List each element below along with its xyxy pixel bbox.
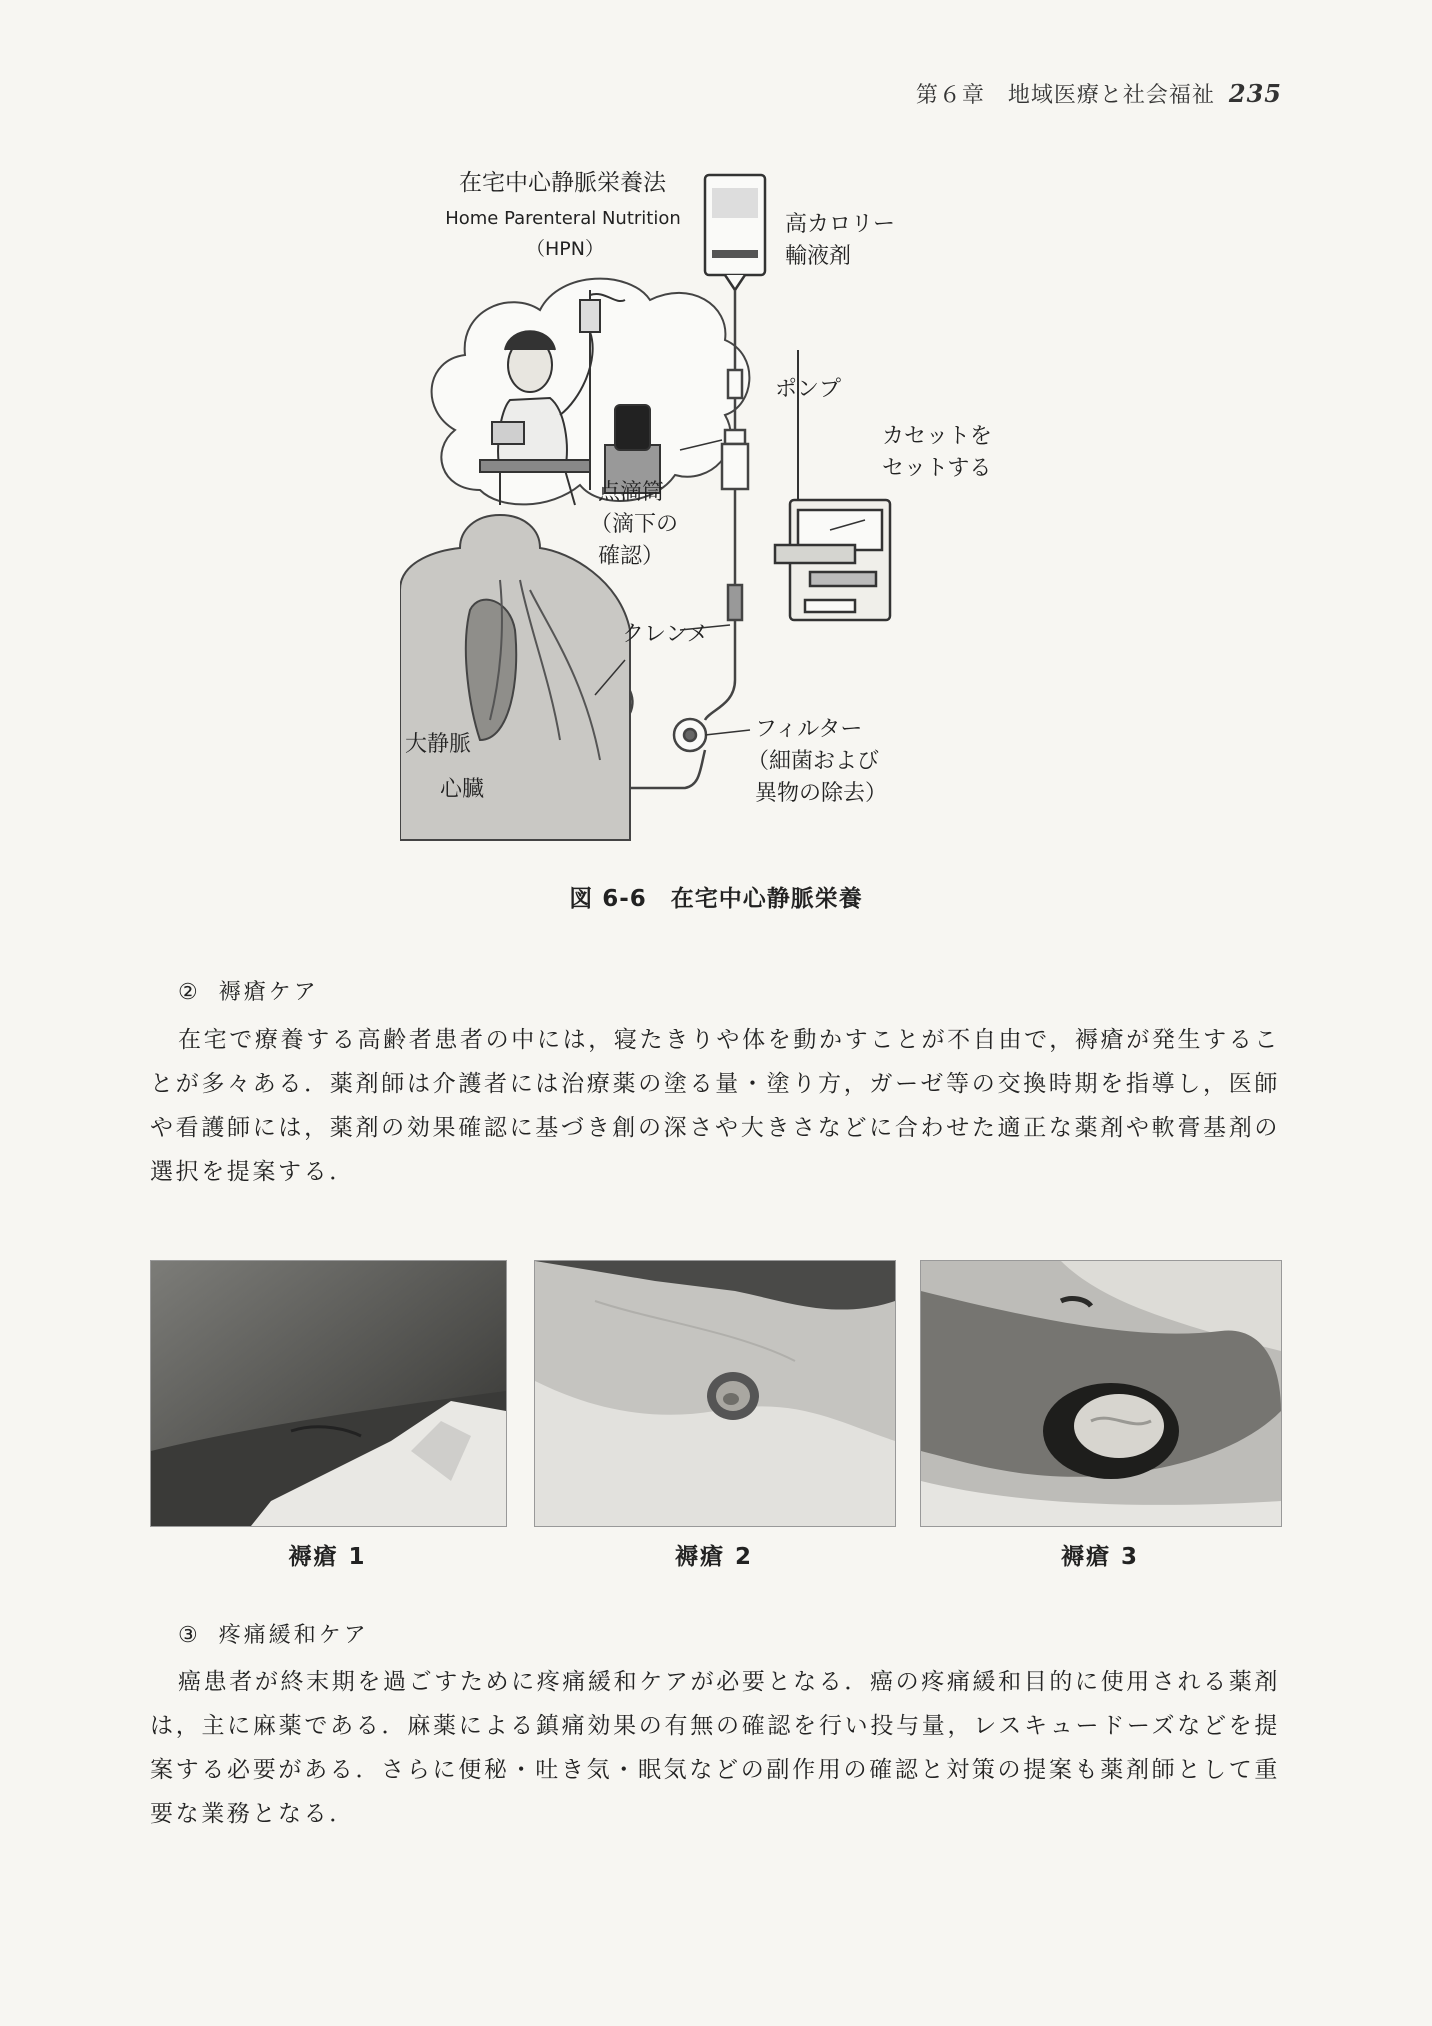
section-heading-pressure-ulcer [178,975,319,1006]
label-filter-2: （細菌および [747,749,880,774]
label-filter-3: 異物の除去） [755,781,888,806]
section-number: ② [178,980,201,1005]
chapter-title: 第６章 地域医療と社会福祉 [915,83,1215,108]
photo-caption-2: 褥瘡 2 [674,1544,753,1570]
label-drip-2: （滴下の [590,512,679,537]
figure-number: 図 6-6 [569,886,647,912]
figure-title-en: Home Parenteral Nutrition [445,208,681,229]
figure-title-ja: 在宅中心静脈栄養法 [459,170,666,196]
hpn-illustration [400,160,1040,860]
label-drip-3: 確認） [598,544,665,569]
photo-caption-1: 褥瘡 1 [288,1544,367,1570]
label-vena-cava: 大静脈 [405,732,472,757]
label-drip-1: 点滴筒 [598,480,665,505]
iv-bag-illustration [705,175,765,290]
figure-caption-title: 在宅中心静脈栄養 [670,886,863,912]
label-filter-1: フィルター [755,717,863,742]
photo-pressure-ulcer-1 [150,1260,507,1527]
paragraph-pain-relief [150,1660,1280,1836]
paragraph-text: 在宅で療養する高齢者患者の中には，寝たきりや体を動かすことが不自由で，褥瘡が発生することが多々ある．薬剤師は介護者には治療薬の塗る量・塗り方，ガーゼ等の交換時期を指導し，医師や看護師には，薬剤の効果確認に基づき創の深さや大きさなどに合わせた適正な薬剤や軟膏基剤の選択を提案する． [150,1027,1280,1185]
label-solution-2: 輸液剤 [785,244,852,269]
paragraph-text: 癌患者が終末期を過ごすために疼痛緩和ケアが必要となる．癌の疼痛緩和目的に使用される薬剤は，主に麻薬である．麻薬による鎮痛効果の有無の確認を行い投与量，レスキュードーズなどを提案する必要がある．さらに便秘・吐き気・眠気などの副作用の確認と対策の提案も薬剤師として重要な業務となる． [150,1669,1280,1827]
hpn-figure [400,160,1040,860]
paragraph-pressure-ulcer [150,1018,1280,1194]
section-number: ③ [178,1623,201,1648]
photo-caption-3: 褥瘡 3 [1060,1544,1139,1570]
page-number: 235 [1228,79,1282,108]
label-clamp: クレンメ [622,622,709,647]
label-cassette-2: セットする [882,456,992,481]
figure-caption [0,880,1432,913]
section-heading-pain-relief [178,1618,369,1649]
label-cassette-1: カセットを [882,424,993,449]
photo-pressure-ulcer-3 [920,1260,1282,1527]
section-title: 褥瘡ケア [218,980,319,1005]
section-title: 疼痛緩和ケア [218,1623,369,1648]
label-pump: ポンプ [775,377,842,402]
figure-title-abbr: （HPN） [526,238,604,260]
photo-pressure-ulcer-2 [534,1260,896,1527]
torso-illustration [400,515,630,840]
label-solution-1: 高カロリー [785,212,896,237]
running-head [916,78,1282,109]
label-heart: 心臓 [440,777,485,802]
